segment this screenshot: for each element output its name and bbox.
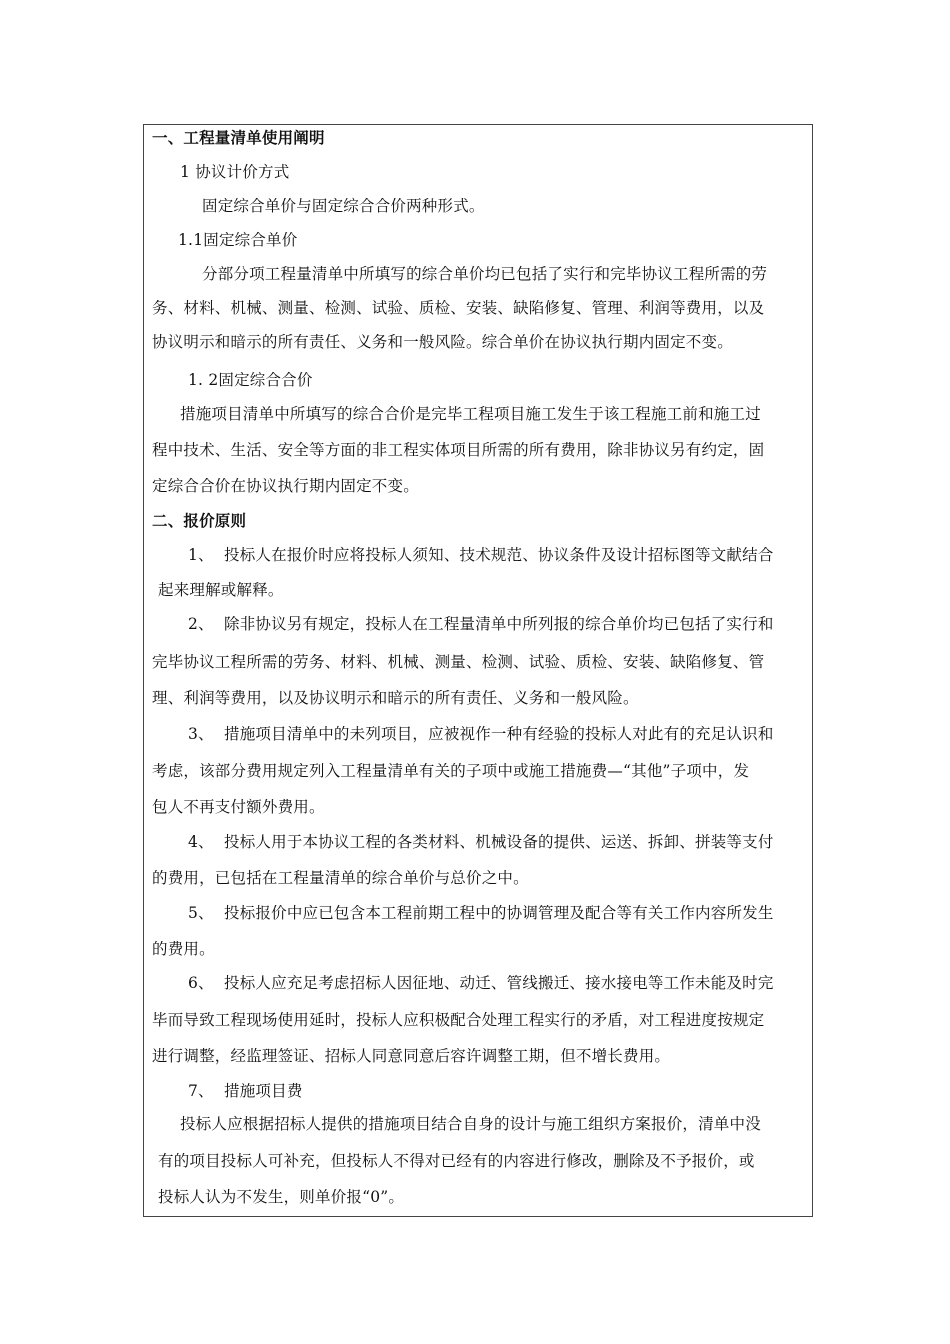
pricing-method-heading: 1 协议计价方式 [180, 163, 290, 181]
principle-2-line: 理、利润等费用，以及协议明示和暗示的所有责任、义务和一般风险。 [152, 689, 639, 707]
principle-2-line: 2、 除非协议另有规定，投标人在工程量清单中所列报的综合单价均已包括了实行和 [188, 615, 774, 633]
principle-2-line: 完毕协议工程所需的劳务、材料、机械、测量、检测、试验、质检、安装、缺陷修复、管 [152, 653, 765, 671]
section-1-title: 一、工程量清单使用阐明 [152, 128, 325, 147]
fixed-unit-price-line: 务、材料、机械、测量、检测、试验、质检、安装、缺陷修复、管理、利润等费用，以及 [152, 299, 765, 317]
fixed-total-price-line: 定综合合价在协议执行期内固定不变。 [152, 477, 419, 495]
principle-7-line: 投标人认为不发生，则单价报“0”。 [158, 1188, 405, 1206]
principle-5-line: 5、 投标报价中应已包含本工程前期工程中的协调管理及配合等有关工作内容所发生 [188, 904, 774, 922]
principle-7-heading: 7、 措施项目费 [188, 1082, 303, 1100]
pricing-method-text: 固定综合单价与固定综合合价两种形式。 [202, 197, 485, 215]
fixed-total-price-line: 程中技术、生活、安全等方面的非工程实体项目所需的所有费用，除非协议另有约定，固 [152, 441, 765, 459]
principle-7-line: 有的项目投标人可补充，但投标人不得对已经有的内容进行修改，删除及不予报价，或 [158, 1152, 755, 1170]
fixed-unit-price-line: 分部分项工程量清单中所填写的综合单价均已包括了实行和完毕协议工程所需的劳 [202, 265, 768, 283]
section-2-title: 二、报价原则 [152, 511, 247, 530]
principle-4-line: 4、 投标人用于本协议工程的各类材料、机械设备的提供、运送、拆卸、拼装等支付 [188, 833, 774, 851]
fixed-unit-price-line: 协议明示和暗示的所有责任、义务和一般风险。综合单价在协议执行期内固定不变。 [152, 333, 733, 351]
principle-6-line: 进行调整，经监理签证、招标人同意同意后容许调整工期，但不增长费用。 [152, 1047, 671, 1065]
fixed-total-price-heading: 1. 2固定综合合价 [188, 371, 313, 389]
principle-6-line: 6、 投标人应充足考虑招标人因征地、动迁、管线搬迁、接水接电等工作未能及时完 [188, 974, 774, 992]
principle-4-line: 的费用，已包括在工程量清单的综合单价与总价之中。 [152, 869, 529, 887]
principle-1-line: 起来理解或解释。 [158, 581, 284, 599]
principle-7-line: 投标人应根据招标人提供的措施项目结合自身的设计与施工组织方案报价，清单中没 [180, 1115, 761, 1133]
principle-3-line: 考虑，该部分费用规定列入工程量清单有关的子项中或施工措施费—“其他”子项中，发 [152, 762, 750, 780]
principle-6-line: 毕而导致工程现场使用延时，投标人应积极配合处理工程实行的矛盾，对工程进度按规定 [152, 1011, 765, 1029]
fixed-total-price-line: 措施项目清单中所填写的综合合价是完毕工程项目施工发生于该工程施工前和施工过 [180, 405, 761, 423]
principle-1-line: 1、 投标人在报价时应将投标人须知、技术规范、协议条件及设计招标图等文献结合 [188, 546, 774, 564]
principle-5-line: 的费用。 [152, 940, 215, 958]
fixed-unit-price-heading: 1.1固定综合单价 [178, 231, 298, 249]
principle-3-line: 包人不再支付额外费用。 [152, 798, 325, 816]
principle-3-line: 3、 措施项目清单中的未列项目，应被视作一种有经验的投标人对此有的充足认识和 [188, 725, 774, 743]
